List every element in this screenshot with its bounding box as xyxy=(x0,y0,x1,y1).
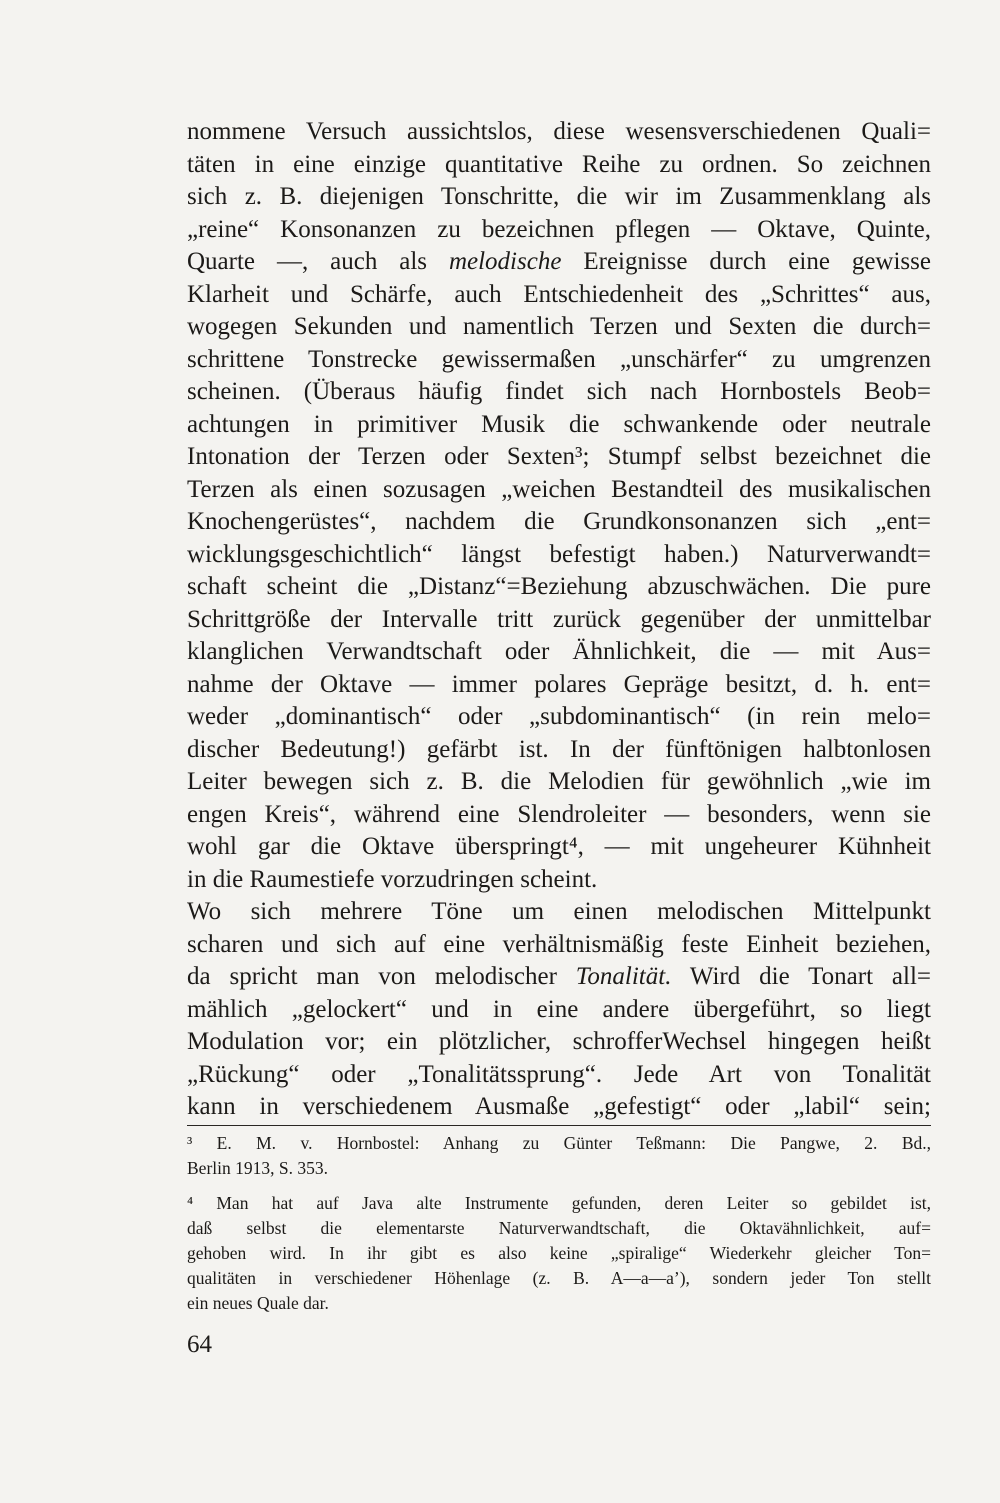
text-line: schrittene Tonstrecke gewissermaßen „unschärfer“ zu umgrenzen xyxy=(187,345,931,373)
text-line: klanglichen Verwandtschaft oder Ähnlichkeit, die — mit Aus= xyxy=(187,638,931,665)
text-line: Leiter bewegen sich z. B. die Melodien für gewöhnlich „wie im xyxy=(187,768,931,795)
text-line: in die Raumestiefe vorzudringen scheint. xyxy=(187,865,598,893)
text-line: „reine“ Konsonanzen zu bezeichnen pflegen — Oktave, Quinte, xyxy=(187,215,931,243)
footnote-line: qualitäten in verschiedener Höhenlage (z. B. A—a—a’), sondern jeder Ton stellt xyxy=(187,1268,931,1288)
text-line: achtungen in primitiver Musik die schwankende oder neutrale xyxy=(187,410,931,438)
text-line: kann in verschiedenem Ausmaße „gefestigt“ oder „labil“ sein; xyxy=(187,1093,931,1120)
page-number: 64 xyxy=(187,1331,212,1358)
footnote-rule xyxy=(187,1125,931,1126)
footnote-line: Berlin 1913, S. 353. xyxy=(187,1158,328,1178)
footnote-line: ⁴ Man hat auf Java alte Instrumente gefunden, deren Leiter so gebildet ist, xyxy=(187,1193,931,1213)
footnote-line: daß selbst die elementarste Naturverwandtschaft, die Oktavähnlichkeit, auf= xyxy=(187,1218,931,1238)
footnote xyxy=(187,1191,931,1316)
text-line: da spricht man von melodischer Tonalität. Wird die Tonart all= xyxy=(187,963,931,990)
text-line: weder „dominantisch“ oder „subdominantisch“ (in rein melo= xyxy=(187,703,931,730)
footnote-line: ein neues Quale dar. xyxy=(187,1293,329,1313)
text-line: schaft scheint die „Distanz“=Beziehung abzuschwächen. Die pure xyxy=(187,573,931,600)
text-line: Wo sich mehrere Töne um einen melodischen Mittelpunkt xyxy=(187,898,931,925)
emphasis: melodische xyxy=(448,248,562,275)
text-line: nahme der Oktave — immer polares Gepräge besitzt, d. h. ent= xyxy=(187,670,931,698)
body-text xyxy=(187,116,931,1124)
text-line: „Rückung“ oder „Tonalitätssprung“. Jede Art von Tonalität xyxy=(187,1060,931,1088)
text-line: Schrittgröße der Intervalle tritt zurück gegenüber der unmittelbar xyxy=(187,605,931,633)
text-line: discher Bedeutung!) gefärbt ist. In der fünftönigen halbtonlosen xyxy=(187,735,931,763)
text-line: scharen und sich auf eine verhältnismäßig feste Einheit beziehen, xyxy=(187,930,931,958)
text-line: scheinen. (Überaus häufig findet sich nach Hornbostels Beob= xyxy=(187,378,931,405)
footnote-line: ³ E. M. v. Hornbostel: Anhang zu Günter Teßmann: Die Pangwe, 2. Bd., xyxy=(187,1133,931,1153)
footnote xyxy=(187,1131,931,1181)
text-line: Knochengerüstes“, nachdem die Grundkonsonanzen sich „ent= xyxy=(187,508,931,535)
text-line: Intonation der Terzen oder Sexten³; Stumpf selbst bezeichnet die xyxy=(187,443,931,470)
text-line: nommene Versuch aussichtslos, diese wesensverschiedenen Quali= xyxy=(187,118,931,145)
text-line: täten in eine einzige quantitative Reihe zu ordnen. So zeichnen xyxy=(187,150,931,178)
text-line: mählich „gelockert“ und in eine andere übergeführt, so liegt xyxy=(187,995,931,1023)
text-line: Quarte —, auch als melodische Ereignisse durch eine gewisse xyxy=(187,248,931,275)
text-line: Terzen als einen sozusagen „weichen Bestandteil des musikalischen xyxy=(187,475,931,503)
footnote-line: gehoben wird. In ihr gibt es also keine „spiralige“ Wiederkehr gleicher Ton= xyxy=(187,1243,931,1263)
text-line: wogegen Sekunden und namentlich Terzen und Sexten die durch= xyxy=(187,313,931,340)
footnotes xyxy=(187,1131,931,1316)
text-line: wicklungsgeschichtlich“ längst befestigt haben.) Naturverwandt= xyxy=(187,540,931,568)
text-line: sich z. B. diejenigen Tonschritte, die wir im Zusammenklang als xyxy=(187,183,931,210)
text-line: Klarheit und Schärfe, auch Entschiedenheit des „Schrittes“ aus, xyxy=(187,280,931,308)
text-line: engen Kreis“, während eine Slendroleiter — besonders, wenn sie xyxy=(187,800,931,828)
footnote-gap xyxy=(187,1181,931,1191)
text-line: Modulation vor; ein plötzlicher, schrofferWechsel hingegen heißt xyxy=(187,1028,931,1055)
text-line: wohl gar die Oktave überspringt⁴, — mit ungeheurer Kühnheit xyxy=(187,833,931,860)
emphasis: Tonalität. xyxy=(575,963,672,990)
